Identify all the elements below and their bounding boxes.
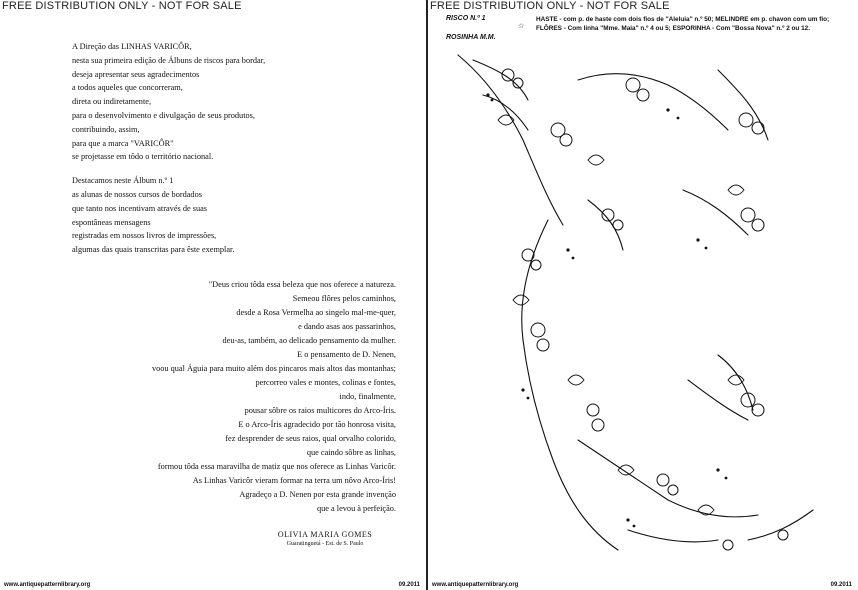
- embroidery-pattern: [428, 0, 858, 590]
- poem-line: deu-as, também, ao delicado pensamento da mulher.: [222, 336, 396, 345]
- signature-place: Guaratinguetá - Est. de S. Paulo: [286, 541, 364, 547]
- poem-line: e dando asas aos passarinhos,: [298, 322, 396, 331]
- intro-line: a todos aqueles que concorreram,: [72, 83, 183, 93]
- poem-line: Semeou flôres pelos caminhos,: [292, 294, 396, 303]
- watermark: FREE DISTRIBUTION ONLY - NOT FOR SALE: [2, 0, 242, 12]
- poem-line: percorreo vales e montes, colinas e fontes,: [255, 378, 396, 387]
- intro-line: deseja apresentar seus agradecimentos: [72, 69, 200, 79]
- intro-line: contribuindo, assim,: [72, 124, 140, 134]
- footer-date: 09.2011: [830, 582, 852, 588]
- poem-line: Agradeço a D. Nenen por esta grande invenção: [239, 490, 396, 499]
- poem-line: E o pensamento de D. Nenen,: [297, 350, 396, 359]
- right-page: [428, 0, 858, 590]
- poem-line: "Deus criou tôda essa beleza que nos oferece a natureza.: [208, 280, 396, 289]
- star-icon: ☆: [518, 23, 525, 30]
- intro-line: para o desenvolvimento e divulgação de seus produtos,: [72, 110, 255, 120]
- poem-line: desde a Rosa Vermelha ao singelo mal-me-quer,: [236, 308, 396, 317]
- second-line: algumas das quais transcritas para êste exemplar.: [72, 245, 235, 255]
- poem-line: As Linhas Varicôr vieram formar na terra um nôvo Arco-Íris!: [192, 476, 396, 485]
- poem: [70, 278, 396, 516]
- poem-line: voou qual Águia para muito além dos pincaros mais altos das montanhas;: [151, 364, 396, 373]
- instructions-text: HASTE - com p. de haste com dois fios de "Aleluia" n.º 50; MELINDRE em p. chavon com um fio; FLÔRES - Com linha "Mme. Maia" n.º 4 ou 5; ESPORINHA - Com "Bossa Nova" n.º 2 ou 12.: [536, 16, 830, 32]
- intro-line: A Direção das LINHAS VARICÔR,: [72, 42, 192, 51]
- footer-url: www.antiquepatternlibrary.org: [432, 582, 519, 588]
- signature-name: OLIVIA MARIA GOMES: [277, 530, 373, 539]
- second-line: registradas em nossos livros de impressões,: [72, 231, 217, 241]
- intro-line: direta ou indiretamente,: [72, 97, 152, 107]
- left-page: [0, 0, 426, 590]
- poem-line: que caindo sôbre as linhas,: [306, 448, 396, 457]
- intro-line: para que a marca "VARICÔR": [72, 138, 174, 148]
- second-line: que tanto nos incentivam através de suas: [72, 203, 208, 213]
- second-line: as alunas de nossos cursos de bordados: [72, 189, 202, 199]
- intro-line: nesta sua primeira edição de Álbuns de riscos para bordar,: [72, 55, 266, 65]
- footer-date: 09.2011: [398, 582, 420, 588]
- footer-url: www.antiquepatternlibrary.org: [4, 582, 91, 588]
- rosinha-label: ROSINHA M.M.: [446, 34, 496, 41]
- poem-line: E o Arco-Íris agradecido por tão honrosa visita,: [238, 420, 396, 429]
- signature: [250, 530, 400, 547]
- intro-line: se projetasse em tôdo o território nacional.: [72, 152, 214, 162]
- poem-line: fez desprender de seus raios, qual orvalho colorido,: [225, 434, 396, 443]
- intro-text: [72, 40, 265, 257]
- watermark: FREE DISTRIBUTION ONLY - NOT FOR SALE: [430, 0, 670, 12]
- second-line: espontâneas mensagens: [72, 217, 151, 227]
- poem-line: indo, finalmente,: [339, 392, 396, 401]
- poem-line: formou tôda essa maravilha de matiz que nos oferece as Linhas Varicôr.: [157, 462, 396, 471]
- risco-label: RISCO N.º 1: [446, 15, 486, 22]
- second-line: Destacamos neste Álbum n.º 1: [72, 176, 174, 186]
- poem-line: que a levou à perfeição.: [316, 504, 396, 513]
- poem-line: pousar sôbre os raios multicores do Arco-Íris.: [244, 406, 396, 415]
